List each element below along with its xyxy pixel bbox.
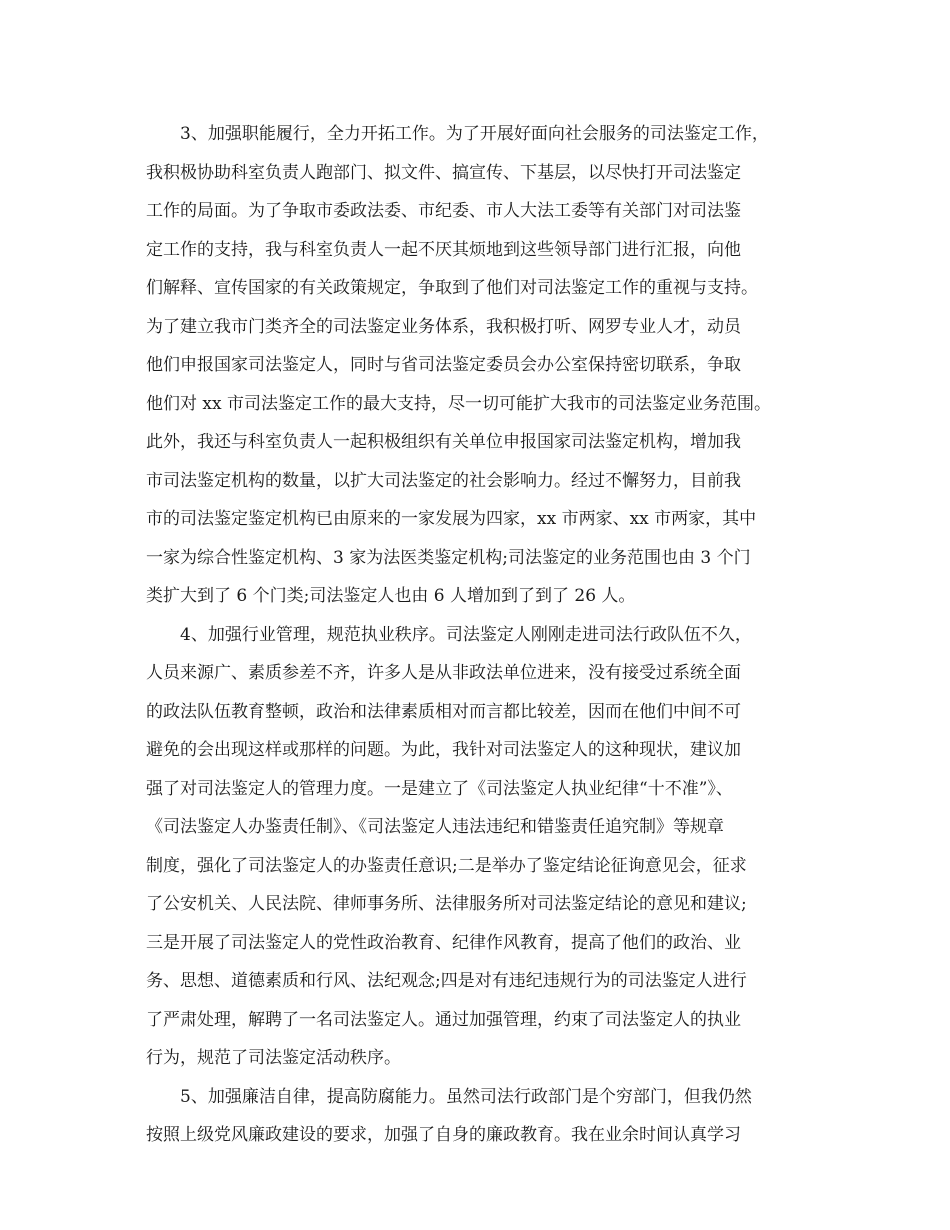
text-line: 此外，我还与科室负责人一起积极组织有关单位申报国家司法鉴定机构，增加我: [146, 432, 741, 452]
text-line: 避免的会出现这样或那样的问题。为此，我针对司法鉴定人的这种现状，建议加: [146, 740, 741, 760]
text-line: 他们对 xx 市司法鉴定工作的最大支持，尽一切可能扩大我市的司法鉴定业务范围。: [146, 393, 771, 414]
document-body: [146, 115, 816, 1155]
text-line: 《司法鉴定人办鉴责任制》、《司法鉴定人违法违纪和错鉴责任追究制》等规章: [146, 817, 724, 837]
text-line: 按照上级党风廉政建设的要求，加强了自身的廉政教育。我在业余时间认真学习: [146, 1125, 741, 1145]
text-line: 制度，强化了司法鉴定人的办鉴责任意识;二是举办了鉴定结论征询意见会，征求: [146, 855, 747, 876]
text-line: 为了建立我市门类齐全的司法鉴定业务体系，我积极打听、网罗专业人才，动员: [146, 316, 741, 337]
text-line: 三是开展了司法鉴定人的党性政治教育、纪律作风教育，提高了他们的政治、业: [146, 932, 741, 953]
text-line: 我积极协助科室负责人跑部门、拟文件、搞宣传、下基层，以尽快打开司法鉴定: [146, 162, 741, 183]
text-line: 人员来源广、素质参差不齐，许多人是从非政法单位进来，没有接受过系统全面: [146, 663, 741, 683]
text-line: 了公安机关、人民法院、律师事务所、法律服务所对司法鉴定结论的意见和建议;: [146, 894, 747, 914]
text-line: 定工作的支持，我与科室负责人一起不厌其烦地到这些领导部门进行汇报，向他: [146, 239, 741, 260]
text-line: 工作的局面。为了争取市委政法委、市纪委、市人大法工委等有关部门对司法鉴: [146, 201, 741, 221]
text-line: 一家为综合性鉴定机构、3 家为法医类鉴定机构;司法鉴定的业务范围也由 3 个门: [146, 547, 751, 568]
text-line: 市的司法鉴定鉴定机构已由原来的一家发展为四家，xx 市两家、xx 市两家，其中: [146, 509, 757, 529]
text-line: 们解释、宣传国家的有关政策规定，争取到了他们对司法鉴定工作的重视与支持。: [146, 278, 758, 298]
text-line: 5、加强廉洁自律，提高防腐能力。虽然司法行政部门是个穷部门，但我仍然: [180, 1086, 752, 1107]
text-line: 4、加强行业管理，规范执业秩序。司法鉴定人刚刚走进司法行政队伍不久，: [180, 624, 752, 645]
text-line: 行为，规范了司法鉴定活动秩序。: [146, 1048, 401, 1068]
text-line: 3、加强职能履行，全力开拓工作。为了开展好面向社会服务的司法鉴定工作，: [180, 124, 769, 144]
text-line: 务、思想、道德素质和行风、法纪观念;四是对有违纪违规行为的司法鉴定人进行: [146, 971, 747, 991]
text-line: 强了对司法鉴定人的管理力度。一是建立了《司法鉴定人执业纪律“十不准”》、: [146, 778, 733, 799]
text-line: 市司法鉴定机构的数量，以扩大司法鉴定的社会影响力。经过不懈努力，目前我: [146, 470, 741, 491]
text-line: 类扩大到了 6 个门类;司法鉴定人也由 6 人增加到了到了 26 人。: [146, 586, 636, 606]
text-line: 的政法队伍教育整顿，政治和法律素质相对而言都比较差，因而在他们中间不可: [146, 701, 741, 722]
text-line: 他们申报国家司法鉴定人，同时与省司法鉴定委员会办公室保持密切联系，争取: [146, 355, 741, 375]
text-line: 了严肃处理，解聘了一名司法鉴定人。通过加强管理，约束了司法鉴定人的执业: [146, 1009, 741, 1030]
